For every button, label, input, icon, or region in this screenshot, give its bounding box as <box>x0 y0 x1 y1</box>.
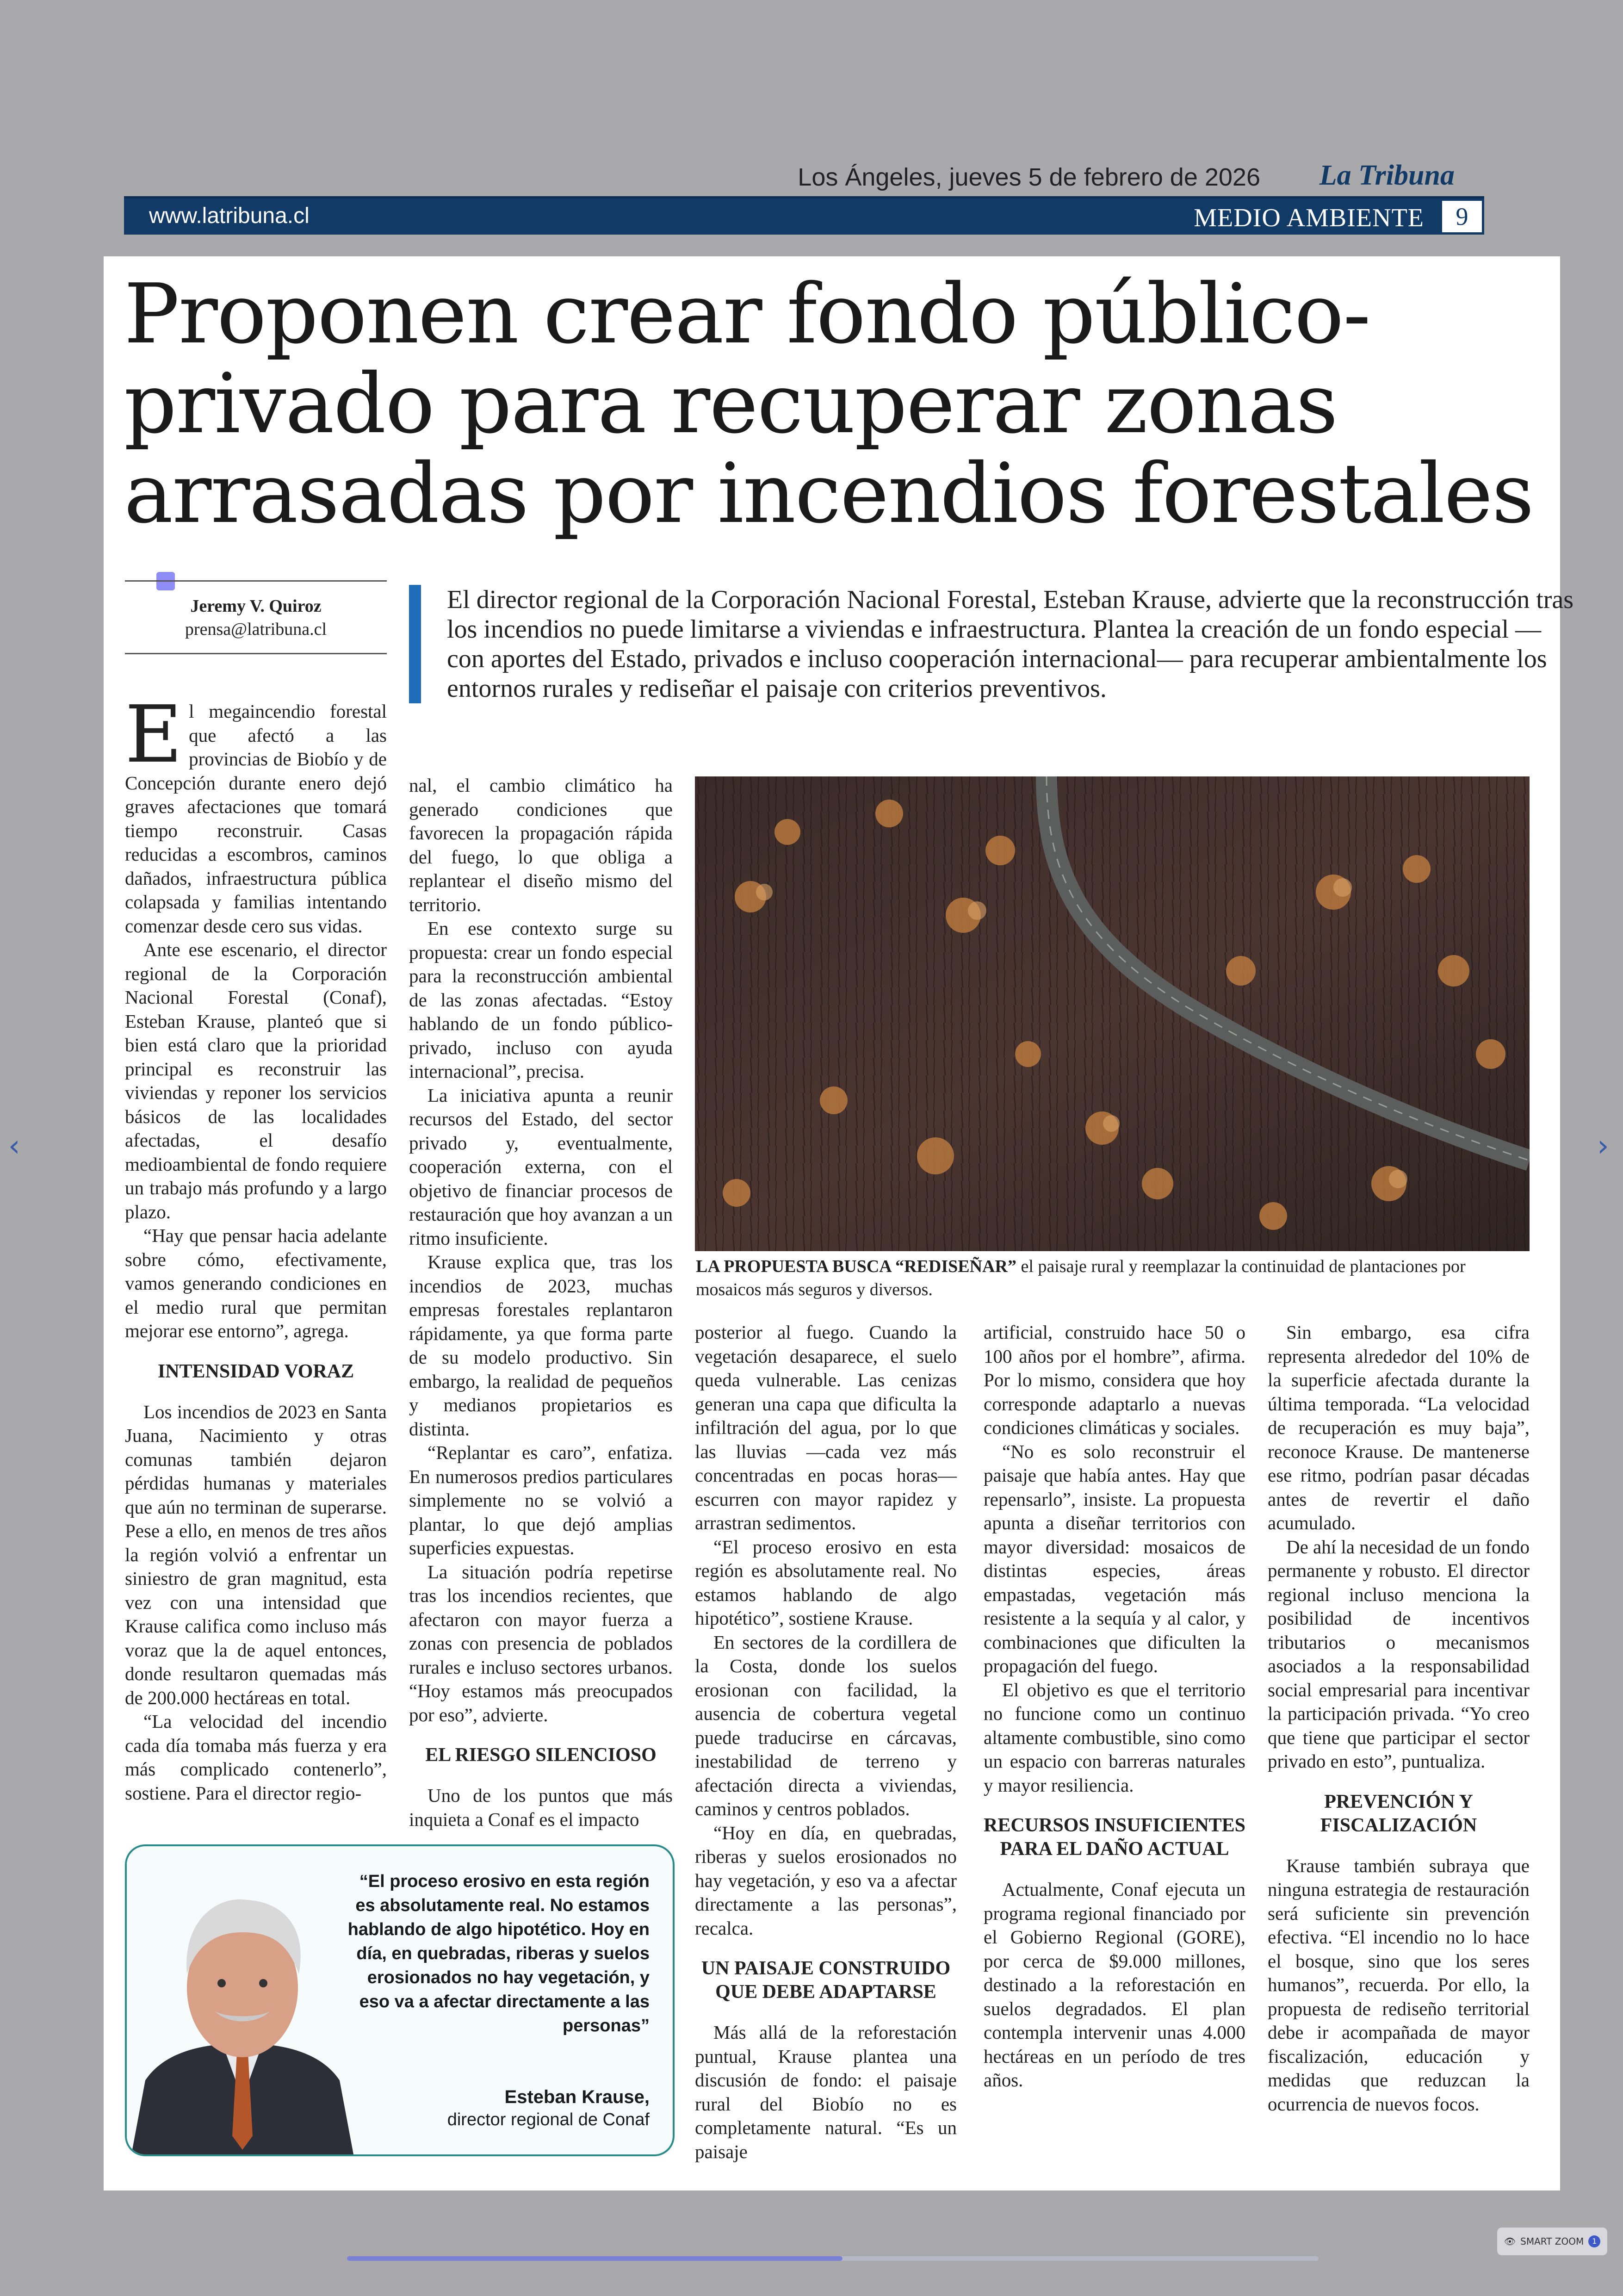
article-headline <box>124 266 1535 628</box>
paragraph: Krause también subraya que ninguna estrategia de restauración será suficiente sin prevención efectiva. “El incendio no lo hace el bosque, sino que los seres humanos”, recuerda. Por ello, la propuesta de rediseño territorial debe ir acompañada de mayor fiscalización, educación y medidas que reduzcan la ocurrencia de nuevos focos. <box>1268 1855 1530 2115</box>
paragraph: posterior al fuego. Cuando la vegetación desaparece, el suelo queda vulnerable. Las cenizas generan una capa que dificulta la infiltración del agua, por lo que las lluvias —cada vez más concentradas en pocas horas— escurren con mayor rapidez y arrastran sedimentos. <box>695 1322 957 1533</box>
subheading: EL RIESGO SILENCIOSO <box>425 1744 657 1766</box>
article-column-3 <box>695 1321 957 2164</box>
caption-text: el paisaje rural y reemplazar la continuidad de plantaciones por mosaicos más seguros y diversos. <box>696 1257 1466 1299</box>
subheading: UN PAISAJE CONSTRUIDO QUE DEBE ADAPTARSE <box>701 1958 951 2003</box>
paragraph: artificial, construido hace 50 o 100 años por el hombre”, afirma. Por lo mismo, considera que hoy corresponde adaptarlo a nuevas condiciones climáticas y sociales. <box>984 1322 1245 1438</box>
paragraph-text: l megaincendio forestal que afectó a las provincias de Biobío y de Concepción durante enero dejó graves afectaciones que tomará tiempo reconstruir. Casas reducidas a escombros, caminos dañados, infraestructura pública colapsada y familias intentando comenzar desde cero sus vidas. <box>125 701 387 937</box>
paragraph: Los incendios de 2023 en Santa Juana, Nacimiento y otras comunas también dejaron pérdidas humanas y materiales que aún no terminan de superarse. Pese a ello, en menos de tres años la región volvió a enfrentar un siniestro de gran magnitud, esta vez con una intensidad que Krause califica como incluso más voraz que la de aquel entonces, donde resultaron quemadas más de 200.000 hectáreas en total. <box>125 1401 387 1708</box>
caption-lead: LA PROPUESTA BUSCA “REDISEÑAR” <box>696 1257 1016 1276</box>
paragraph: Krause explica que, tras los incendios de 2023, muchas empresas forestales replantaron rápidamente, ya que forma parte de su modelo productivo. Sin embargo, la realidad de pequeños y medianos propietarios es distinta. <box>409 1251 673 1440</box>
pull-quote-box <box>125 1844 675 2156</box>
paragraph: De ahí la necesidad de un fondo permanente y robusto. El director regional incluso menciona la posibilidad de incentivos tributarios o mecanismos asociados a la responsabilidad social empresarial para incentivar la participación privada. “Yo creo que tiene que participar el sector privado en esto”, puntualiza. <box>1268 1536 1530 1772</box>
burned-forest-aerial-photo <box>695 776 1530 1251</box>
paragraph: En ese contexto surge su propuesta: crear un fondo especial para la reconstrucción ambiental de las zonas afectadas. “Estoy hablando de un fondo público-privado, incluso con ayuda internacional”, precisa. <box>409 918 673 1082</box>
section-bar <box>124 196 1484 235</box>
author-block <box>125 580 387 654</box>
paragraph: Más allá de la reforestación puntual, Krause plantea una discusión de fondo: el paisaje rural del Biobío no es completamente natural. “Es un paisaje <box>695 2022 957 2162</box>
paragraph: “No es solo reconstruir el paisaje que había antes. Hay que repensarlo”, insiste. La propuesta apunta a diseñar territorios con mayor diversidad: mosaicos de distintas especies, áreas empastadas, vegetación más resistente a la sequía y al calor, y combinaciones que dificulten la propagación del fuego. <box>984 1440 1245 1676</box>
article-column-2 <box>409 774 673 1831</box>
paragraph: “La velocidad del incendio cada día tomaba más fuerza y era más complicado contenerlo”, sostiene. Para el director regio- <box>125 1711 387 1804</box>
quote-author-name: Esteban Krause, <box>504 2087 650 2107</box>
smart-zoom-button[interactable] <box>1497 2228 1607 2255</box>
paragraph: “Replantar es caro”, enfatiza. En numerosos predios particulares simplemente no se volvió a plantar, lo que dejó amplias superficies expuestas. <box>409 1442 673 1558</box>
paragraph: El objetivo es que el territorio no funcione como un continuo altamente combustible, sino como un espacio con barreras naturales y mayor resiliencia. <box>984 1679 1245 1796</box>
paragraph: La situación podría repetirse tras los incendios recientes, que afectaron con mayor fuerza a zonas con presencia de poblados rurales e incluso sectores urbanos. “Hoy estamos más preocupados por eso”, advierte. <box>409 1561 673 1725</box>
headline-text: Proponen crear fondo público-privado para recuperar zonas arrasadas por incendios forestales <box>124 266 1533 541</box>
site-url[interactable]: www.latribuna.cl <box>149 204 310 228</box>
paragraph: “Hoy en día, en quebradas, riberas y suelos erosionados no hay vegetación, y eso va a afectar directamente a las personas”, recalca. <box>695 1822 957 1939</box>
paragraph: En sectores de la cordillera de la Costa, donde los suelos erosionan con facilidad, la ausencia de cobertura vegetal puede traducirse en cárcavas, inestabilidad de terreno y afectación directa a viviendas, caminos y centros poblados. <box>695 1631 957 1819</box>
subheading: RECURSOS INSUFICIENTES PARA EL DAÑO ACTUAL <box>984 1815 1245 1860</box>
author-email[interactable]: prensa@latribuna.cl <box>185 620 327 639</box>
section-name: MEDIO AMBIENTE <box>1194 204 1424 232</box>
pull-quote-text: “El proceso erosivo en esta región es absolutamente real. No estamos hablando de algo hipotético. Hoy en día, en quebradas, riberas y suelos erosionados no hay vegetación, y eso va a afectar directamente a las personas” <box>347 1872 650 2035</box>
paragraph: Actualmente, Conaf ejecuta un programa regional financiado por el Gobierno Regional (GORE), por cerca de $9.000 millones, destinado a la reforestación en suelos degradados. El plan contempla intervenir unas 4.000 hectáreas en un período de tres años. <box>984 1879 1245 2091</box>
article-lede: El director regional de la Corporación Nacional Forestal, Esteban Krause, advierte que la reconstrucción tras los incendios no puede limitarse a viviendas e infraestructura. Plantea la creación de un fondo especial —con aportes del Estado, privados e incluso cooperación internacional— para recuperar ambientalmente los entornos rurales y rediseñar el paisaje con criterios preventivos. <box>409 585 1576 703</box>
paragraph <box>125 689 387 938</box>
newspaper-logo: La Tribuna <box>1319 160 1455 191</box>
quote-author-role: director regional de Conaf <box>447 2110 650 2129</box>
next-page-chevron-right-icon[interactable]: › <box>1597 1129 1609 1163</box>
dateline: Los Ángeles, jueves 5 de febrero de 2026 <box>798 163 1260 191</box>
eye-icon: 👁 <box>1504 2236 1516 2247</box>
page-number: 9 <box>1440 199 1484 235</box>
paragraph: La iniciativa apunta a reunir recursos del Estado, del sector privado y, eventualmente, cooperación externa, con el objetivo de financiar procesos de restauración que hoy avanzan a un ritmo insuficiente. <box>409 1084 673 1249</box>
paragraph: “Hay que pensar hacia adelante sobre cómo, efectivamente, vamos generando condiciones en el medio rural que permitan mejorar ese entorno”, agrega. <box>125 1225 387 1341</box>
page-progress-bar[interactable] <box>347 2256 1319 2261</box>
masthead <box>124 157 1496 241</box>
paragraph: Ante ese escenario, el director regional de la Corporación Nacional Forestal (Conaf), Esteban Krause, planteó que si bien está claro que la prioridad principal es reconstruir las viviendas y reponer los servicios básicos de las localidades afectadas, el desafío medioambiental de fondo requiere un trabajo más profundo y a largo plazo. <box>125 939 387 1222</box>
article-column-4 <box>984 1321 1245 2092</box>
author-name: Jeremy V. Quiroz <box>190 596 322 616</box>
paragraph: “El proceso erosivo en esta región es absolutamente real. No estamos hablando de algo hipotético”, sostiene Krause. <box>695 1536 957 1629</box>
photo-caption <box>696 1255 1529 1301</box>
article-column-5 <box>1268 1321 1530 2116</box>
paragraph: nal, el cambio climático ha generado condiciones que favorecen la propagación rápida del fuego, lo que obliga a replantear el diseño mismo del territorio. <box>409 775 673 915</box>
paragraph: Uno de los puntos que más inquieta a Conaf es el impacto <box>409 1785 673 1830</box>
prev-page-chevron-left-icon[interactable]: ‹ <box>8 1129 20 1163</box>
article-column-1 <box>125 689 387 1805</box>
subheading: INTENSIDAD VORAZ <box>157 1360 354 1382</box>
zoom-badge: 1 <box>1588 2235 1600 2247</box>
newspaper-page <box>104 256 1574 2191</box>
smart-zoom-label: SMART ZOOM <box>1520 2236 1584 2247</box>
subheading: PREVENCIÓN Y FISCALIZACIÓN <box>1320 1791 1477 1836</box>
esteban-krause-portrait <box>127 1858 358 2154</box>
paragraph: Sin embargo, esa cifra representa alrededor del 10% de la superficie afectada durante la última temporada. “La velocidad de recuperación es muy baja”, reconoce Krause. De mantenerse ese ritmo, podrían pasar décadas antes de revertir el daño acumulado. <box>1268 1322 1530 1533</box>
progress-fill <box>347 2256 842 2261</box>
drop-cap: E <box>125 689 183 781</box>
